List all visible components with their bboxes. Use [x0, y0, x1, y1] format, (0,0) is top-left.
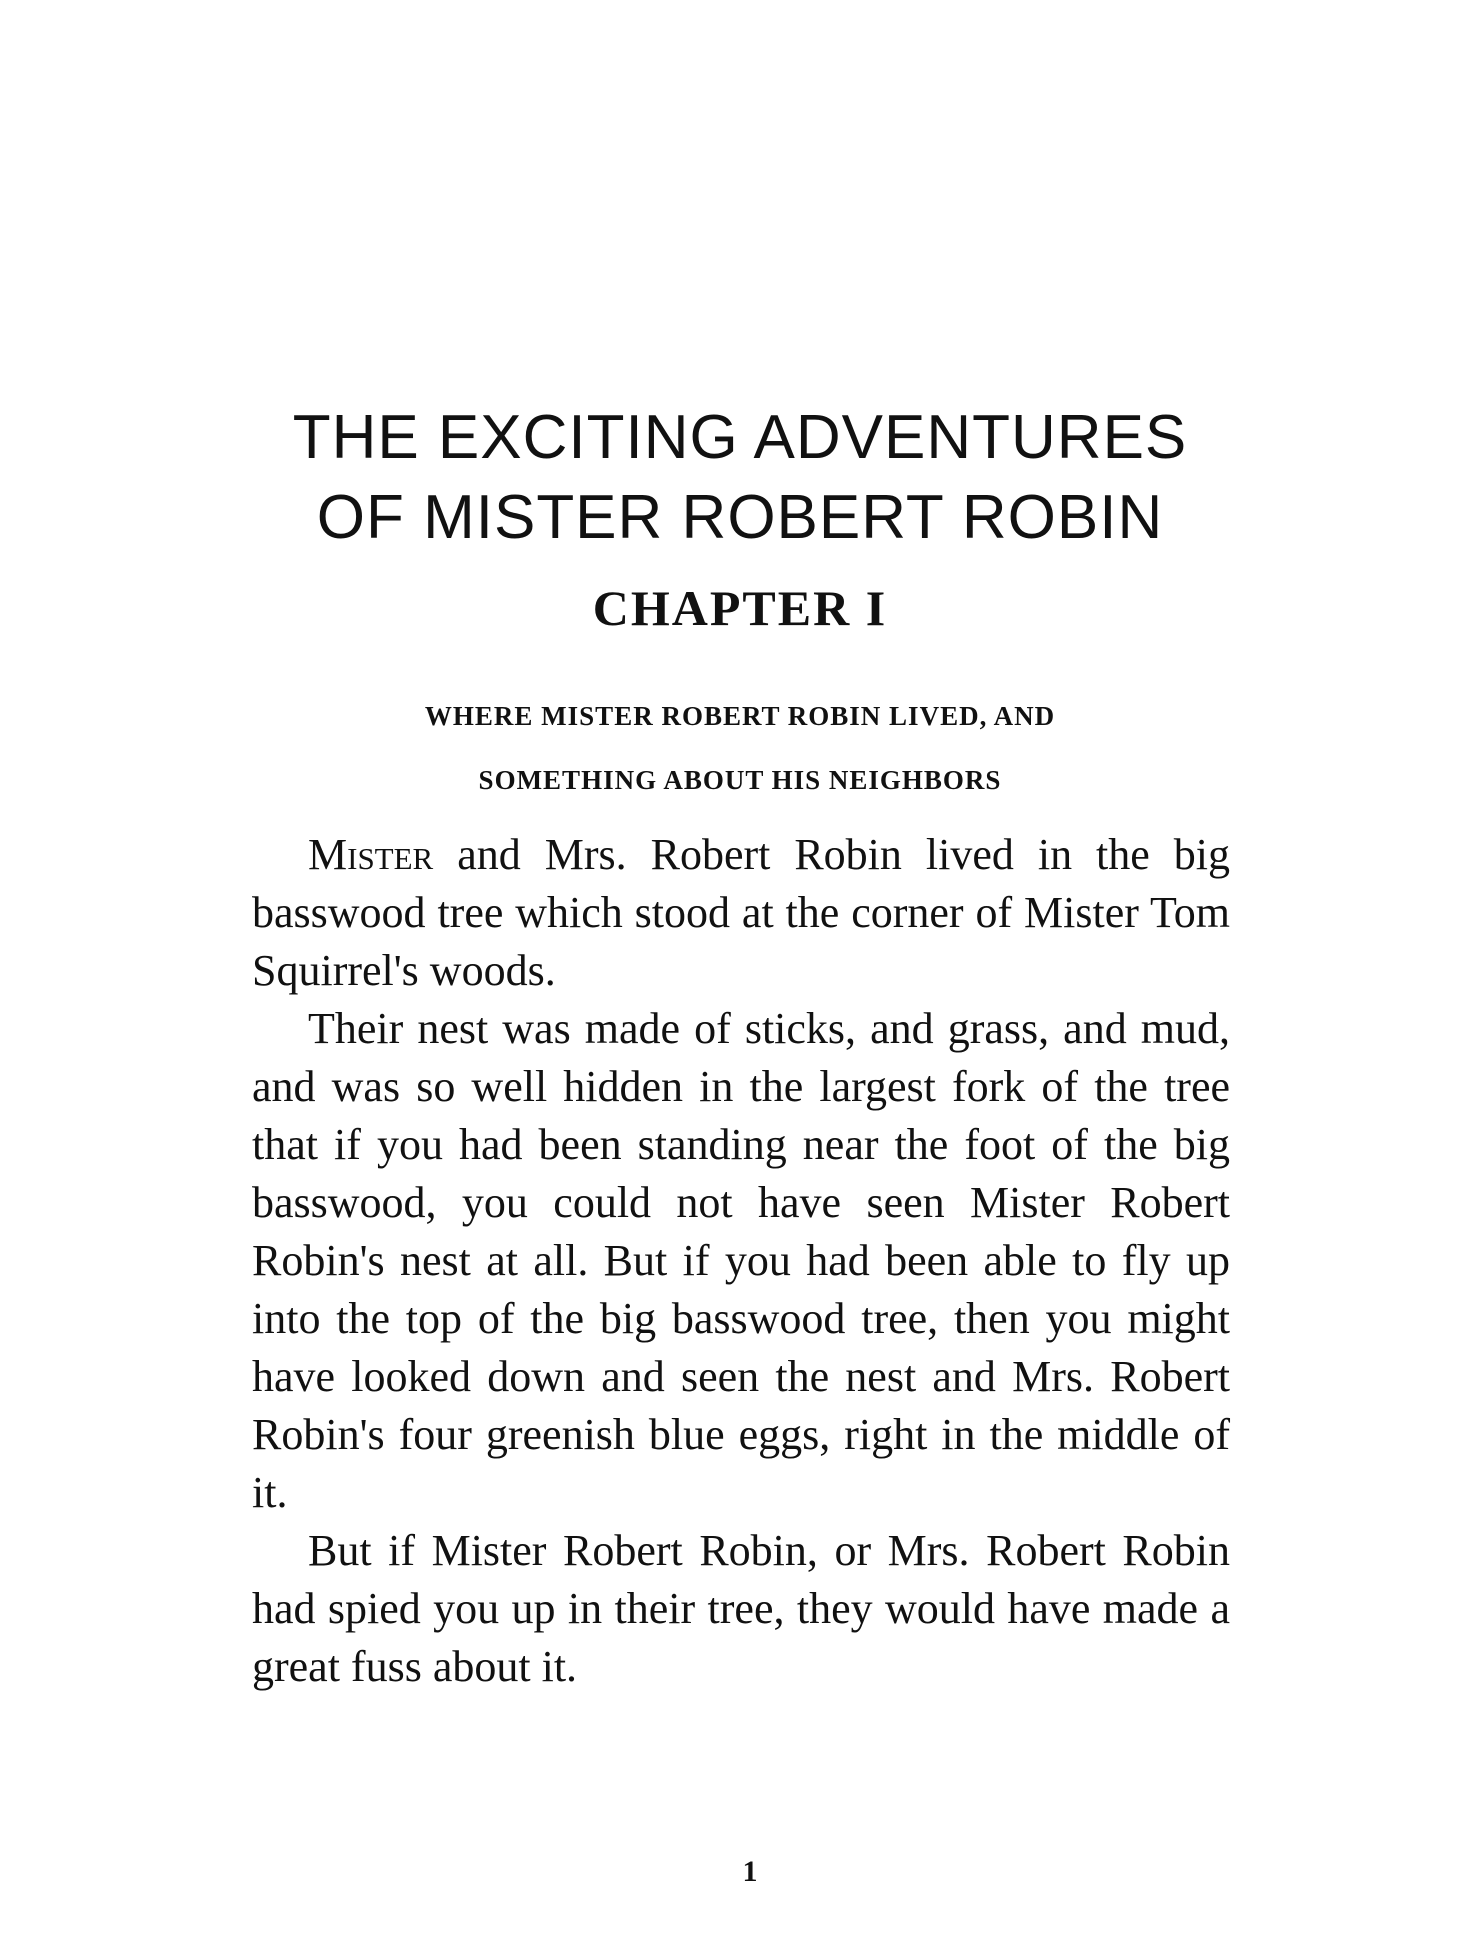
book-title-line-1: THE EXCITING ADVENTURES [292, 403, 1188, 472]
paragraph-1-lead: Mister [308, 830, 434, 879]
paragraph-2: Their nest was made of sticks, and grass, and mud, and was so well hidden in the largest fork of the tree that if you had been standing near the foot of the big basswood, you could not have seen Mister Robert Robin's nest at all. But if you had been able to fly up into the top of the big basswood tree, then you might have looked down and seen the nest and Mrs. Robert Robin's four greenish blue eggs, right in the middle of it. [252, 1004, 1230, 1517]
chapter-subtitle-line-2: SOMETHING ABOUT HIS NEIGHBORS [478, 765, 1002, 795]
book-title [0, 398, 1461, 558]
paragraph-3: But if Mister Robert Robin, or Mrs. Robert Robin had spied you up in their tree, they would have made a great fuss about it. [252, 1526, 1230, 1691]
chapter-body [252, 826, 1230, 1696]
page-number: 1 [742, 1855, 758, 1888]
book-title-line-2: OF MISTER ROBERT ROBIN [316, 483, 1164, 552]
paragraph-1-text: and Mrs. Robert Robin lived in the big basswood tree which stood at the corner of Mister Tom Squirrel's woods. [252, 830, 1230, 995]
chapter-subtitle-line-1: WHERE MISTER ROBERT ROBIN LIVED, AND [424, 701, 1056, 731]
paragraph-1 [252, 826, 1230, 1000]
chapter-subtitle [0, 684, 1461, 812]
chapter-heading: CHAPTER I [592, 580, 888, 636]
